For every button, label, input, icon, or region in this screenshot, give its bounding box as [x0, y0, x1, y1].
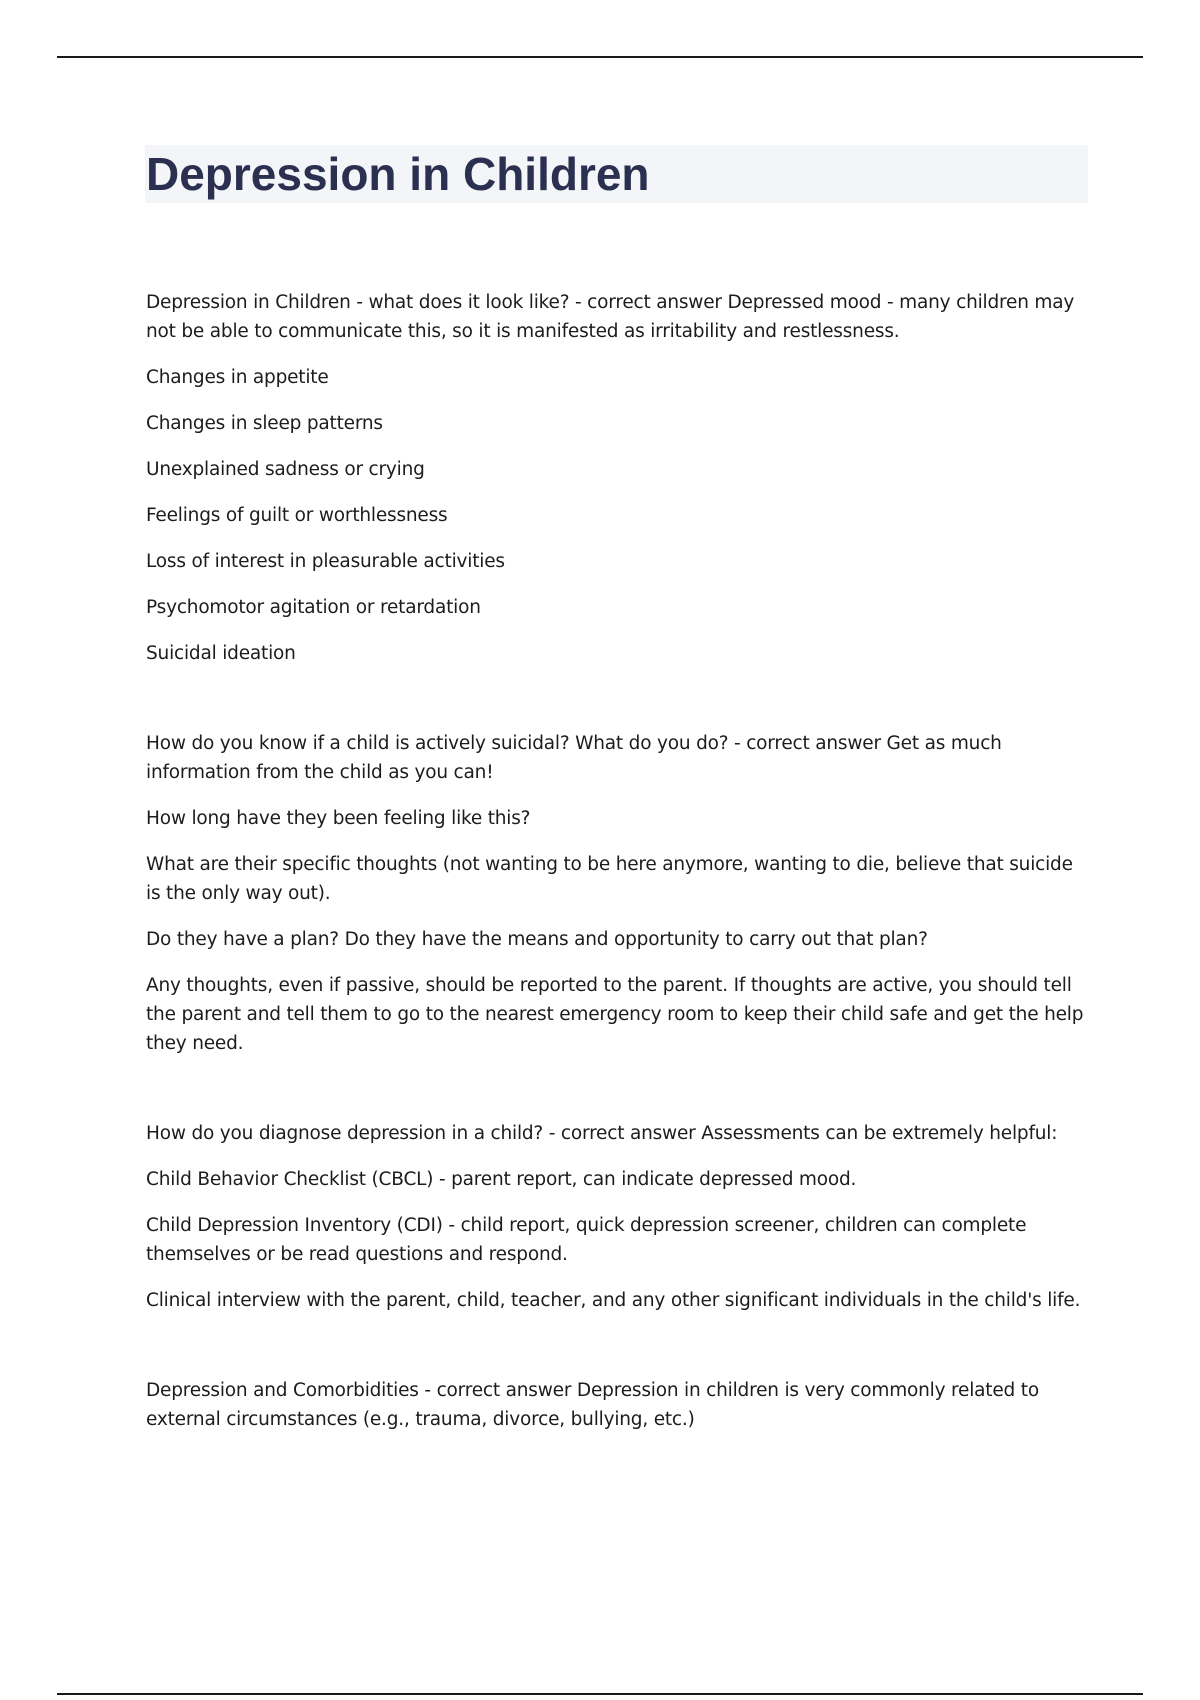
answer-item: How long have they been feeling like this? — [146, 808, 531, 829]
symptom-item: Changes in appetite — [146, 367, 329, 388]
section-what-it-looks-like — [146, 288, 1091, 668]
top-rule — [57, 56, 1143, 58]
symptom-item: Unexplained sadness or crying — [146, 459, 425, 480]
question-paragraph: Depression in Children - what does it look like? - correct answer Depressed mood - many children may not be able to communicate this, so it is manifested as irritability and restlessness. — [146, 292, 1075, 342]
symptom-item: Suicidal ideation — [146, 643, 296, 664]
section-spacer — [146, 685, 1091, 729]
question-paragraph: Depression and Comorbidities - correct answer Depression in children is very commonly related to external circumstances (e.g., trauma, divorce, bullying, etc.) — [146, 1380, 1039, 1430]
section-spacer — [146, 1075, 1091, 1119]
section-comorbidities — [146, 1376, 1091, 1434]
question-paragraph: How do you diagnose depression in a child? - correct answer Assessments can be extremely helpful: — [146, 1123, 1058, 1144]
section-spacer — [146, 1332, 1091, 1376]
section-actively-suicidal — [146, 729, 1091, 1058]
symptom-item: Psychomotor agitation or retardation — [146, 597, 481, 618]
symptom-item: Changes in sleep patterns — [146, 413, 383, 434]
section-diagnose — [146, 1119, 1091, 1315]
symptom-item: Feelings of guilt or worthlessness — [146, 505, 448, 526]
document-body — [146, 288, 1091, 1451]
bottom-rule — [57, 1693, 1143, 1695]
answer-item: What are their specific thoughts (not wanting to be here anymore, wanting to die, believe that suicide is the only way out). — [146, 854, 1073, 904]
answer-item: Child Behavior Checklist (CBCL) - parent report, can indicate depressed mood. — [146, 1169, 857, 1190]
page-title: Depression in Children — [146, 148, 650, 200]
question-paragraph: How do you know if a child is actively suicidal? What do you do? - correct answer Get as much information from the child as you can! — [146, 733, 1002, 783]
answer-item: Child Depression Inventory (CDI) - child report, quick depression screener, children can complete themselves or be read questions and respond. — [146, 1215, 1027, 1265]
answer-item: Any thoughts, even if passive, should be reported to the parent. If thoughts are active, you should tell the parent and tell them to go to the nearest emergency room to keep their child safe and get the help they need. — [146, 975, 1084, 1054]
answer-item: Do they have a plan? Do they have the means and opportunity to carry out that plan? — [146, 929, 928, 950]
answer-item: Clinical interview with the parent, child, teacher, and any other significant individuals in the child's life. — [146, 1290, 1081, 1311]
symptom-item: Loss of interest in pleasurable activities — [146, 551, 505, 572]
